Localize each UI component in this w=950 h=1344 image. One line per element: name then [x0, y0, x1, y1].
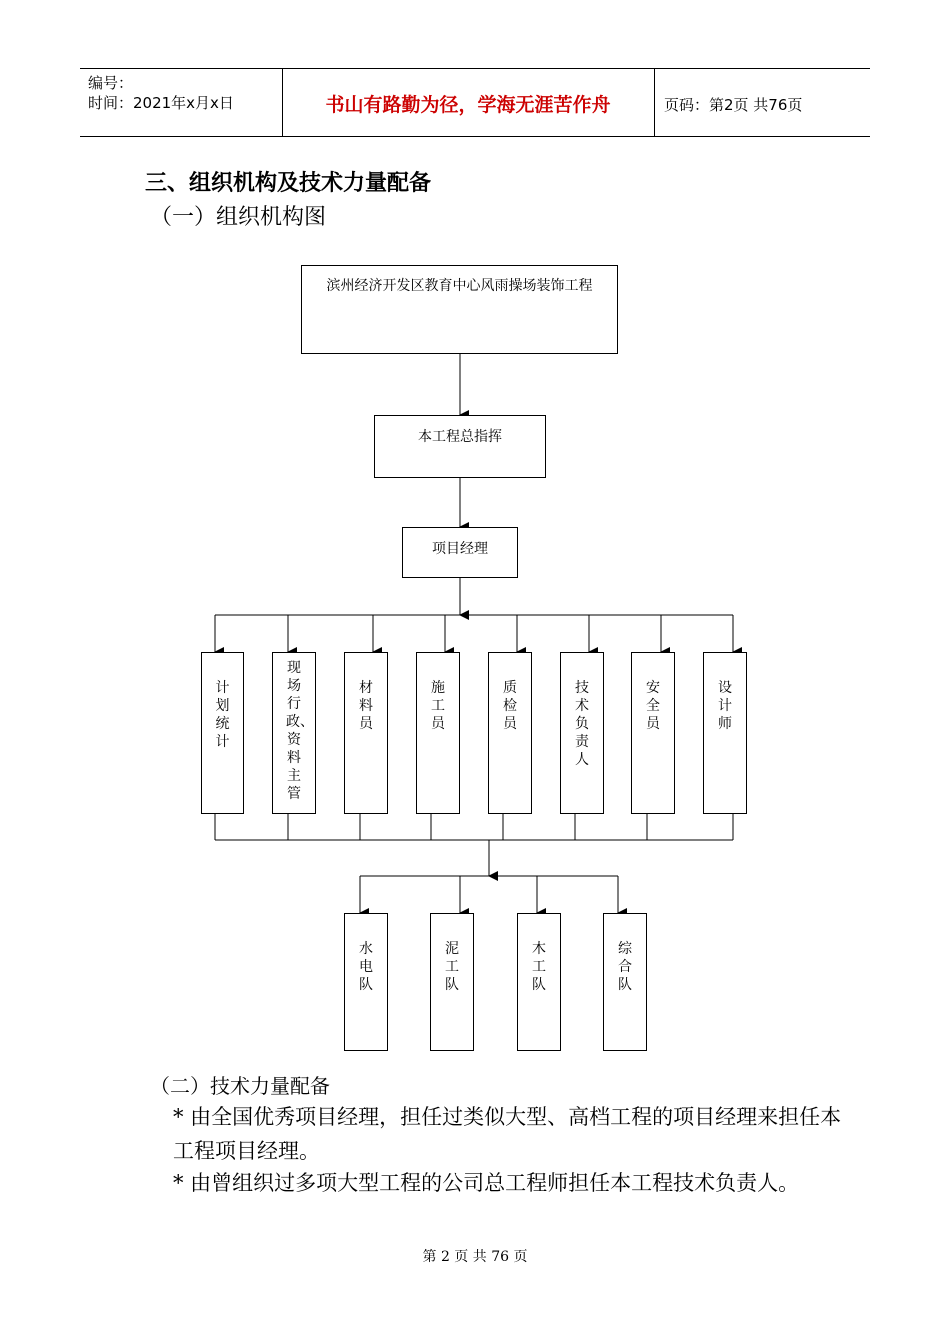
org-box-department [703, 652, 747, 814]
section-title: 三、组织机构及技术力量配备 [145, 171, 432, 196]
org-box-department-label: 安全员 [646, 680, 660, 732]
org-box-department-label: 施工员 [431, 680, 445, 732]
org-box-department-label: 设计师 [718, 680, 732, 732]
org-box-team-label: 水电队 [359, 941, 373, 993]
header-time-label: 时间：2021年x月x日 [88, 94, 234, 112]
org-box-manager-label: 项目经理 [432, 541, 488, 557]
org-box-team [430, 913, 474, 1051]
org-box-team [517, 913, 561, 1051]
org-box-team [344, 913, 388, 1051]
org-box-manager [402, 527, 518, 578]
org-box-department [201, 652, 244, 814]
paragraph-manager: * 由全国优秀项目经理，担任过类似大型、高档工程的项目经理来担任本工程项目经理。 [173, 1105, 842, 1163]
org-box-commander [374, 415, 546, 478]
org-box-department [560, 652, 604, 814]
org-box-root-label: 滨州经济开发区教育中心风雨操场装饰工程 [326, 278, 593, 294]
org-box-department-label: 材料员 [359, 680, 373, 732]
org-box-department [344, 652, 388, 814]
org-box-team-label: 泥工队 [445, 941, 459, 993]
org-box-department [272, 652, 316, 814]
org-box-commander-label: 本工程总指挥 [418, 429, 502, 445]
org-box-department-label: 技术负责人 [575, 680, 589, 768]
org-box-department [631, 652, 675, 814]
subsection-title-1: （一）组织机构图 [150, 205, 327, 230]
header-motto: 书山有路勤为径，学海无涯苦作舟 [325, 94, 611, 116]
org-box-department-label: 质检员 [503, 680, 517, 732]
org-box-department-label: 现场行政、资料主管 [286, 660, 314, 802]
org-box-root [301, 265, 618, 354]
org-box-team-label: 木工队 [532, 941, 546, 993]
paragraph-tech-lead: * 由曾组织过多项大型工程的公司总工程师担任本工程技术负责人。 [173, 1171, 800, 1195]
org-box-department [488, 652, 532, 814]
org-box-department-label: 计划统计 [215, 680, 230, 750]
org-box-team-label: 综合队 [618, 941, 632, 993]
org-box-department [416, 652, 460, 814]
header-page-info: 页码：第2页 共76页 [664, 96, 803, 114]
page-footer: 第 2 页 共 76 页 [422, 1249, 528, 1265]
org-box-team [603, 913, 647, 1051]
header-number-label: 编号： [88, 74, 134, 92]
subsection-title-2: （二）技术力量配备 [150, 1074, 330, 1098]
